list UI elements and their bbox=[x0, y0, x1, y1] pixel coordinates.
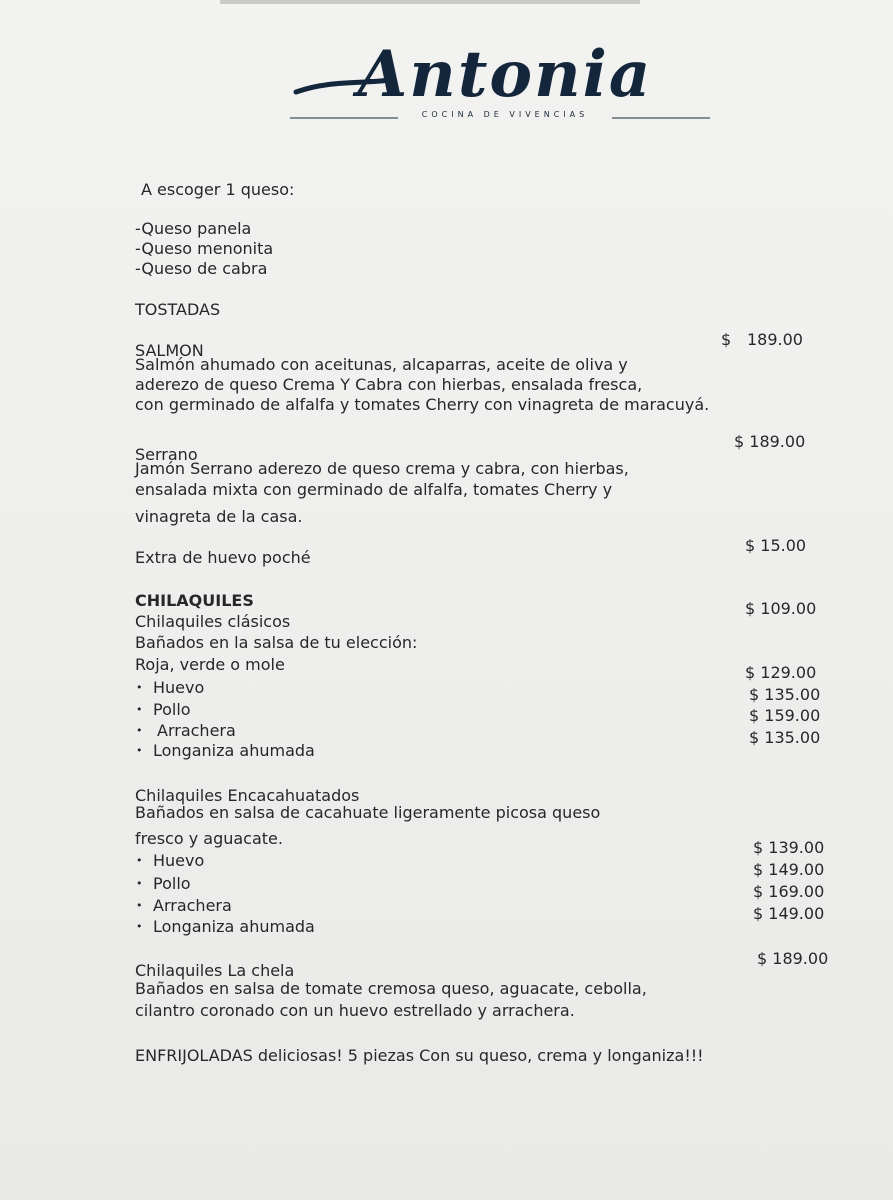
brand-tagline: COCINA DE VIVENCIAS bbox=[421, 110, 589, 119]
item-description: Bañados en la salsa de tu elección: bbox=[135, 633, 418, 652]
cheese-option: -Queso menonita bbox=[135, 239, 274, 258]
option-price: $ 135.00 bbox=[749, 728, 821, 747]
item-name-clasicos: Chilaquiles clásicos bbox=[135, 612, 291, 631]
price-salmon: 189.00 bbox=[747, 330, 803, 349]
option-name: Pollo bbox=[153, 700, 191, 719]
option-price: $ 129.00 bbox=[745, 663, 817, 682]
item-name-serrano: Serrano bbox=[135, 445, 198, 464]
option-name: Pollo bbox=[153, 874, 191, 893]
price-currency: $ bbox=[721, 330, 732, 349]
bullet-icon: • bbox=[136, 877, 143, 890]
item-name-encacahuatados: Chilaquiles Encacahuatados bbox=[135, 786, 360, 805]
price-serrano: $ 189.00 bbox=[734, 432, 806, 451]
option-name: Huevo bbox=[153, 851, 205, 870]
option-name: Longaniza ahumada bbox=[153, 917, 315, 936]
price-extra: $ 15.00 bbox=[745, 536, 807, 555]
option-name: Longaniza ahumada bbox=[153, 741, 315, 760]
item-name-extra: Extra de huevo poché bbox=[135, 548, 311, 567]
item-description: ensalada mixta con germinado de alfalfa, tomates Cherry y bbox=[135, 480, 613, 499]
bullet-icon: • bbox=[136, 681, 143, 694]
item-description: aderezo de queso Crema Y Cabra con hierbas, ensalada fresca, bbox=[135, 375, 643, 394]
bullet-icon: • bbox=[136, 703, 143, 716]
enfrijoladas-line: ENFRIJOLADAS deliciosas! 5 piezas Con su queso, crema y longaniza!!! bbox=[135, 1046, 704, 1065]
cheese-option: -Queso panela bbox=[135, 219, 252, 238]
bullet-icon: • bbox=[136, 899, 143, 912]
item-description: Bañados en salsa de cacahuate ligeramente picosa queso bbox=[135, 803, 601, 822]
option-price: $ 139.00 bbox=[753, 838, 825, 857]
item-description: vinagreta de la casa. bbox=[135, 507, 303, 526]
option-price: $ 149.00 bbox=[753, 860, 825, 879]
item-name-chela: Chilaquiles La chela bbox=[135, 961, 295, 980]
item-description: Roja, verde o mole bbox=[135, 655, 285, 674]
bullet-icon: • bbox=[136, 920, 143, 933]
bullet-icon: • bbox=[136, 744, 143, 757]
cheese-heading: A escoger 1 queso: bbox=[141, 180, 295, 199]
cheese-option: -Queso de cabra bbox=[135, 259, 268, 278]
item-description: Salmón ahumado con aceitunas, alcaparras, aceite de oliva y bbox=[135, 355, 628, 374]
section-heading-chilaquiles: CHILAQUILES bbox=[135, 591, 254, 610]
section-heading-tostadas: TOSTADAS bbox=[135, 300, 221, 319]
brand-logo bbox=[290, 37, 720, 130]
item-name-salmon: SALMON bbox=[135, 341, 204, 360]
item-description: con germinado de alfalfa y tomates Cherry con vinagreta de maracuyá. bbox=[135, 395, 710, 414]
brand-wordmark: Antonia bbox=[357, 37, 653, 112]
price-chela: $ 189.00 bbox=[757, 949, 829, 968]
option-price: $ 159.00 bbox=[749, 706, 821, 725]
option-name: Arrachera bbox=[157, 721, 236, 740]
price-clasicos: $ 109.00 bbox=[745, 599, 817, 618]
option-price: $ 169.00 bbox=[753, 882, 825, 901]
option-name: Huevo bbox=[153, 678, 205, 697]
option-name: Arrachera bbox=[153, 896, 232, 915]
bullet-icon: • bbox=[136, 854, 143, 867]
option-price: $ 149.00 bbox=[753, 904, 825, 923]
paper-edge bbox=[220, 0, 640, 4]
bullet-icon: • bbox=[136, 724, 143, 737]
item-description: cilantro coronado con un huevo estrellado y arrachera. bbox=[135, 1001, 575, 1020]
item-description: fresco y aguacate. bbox=[135, 829, 283, 848]
item-description: Bañados en salsa de tomate cremosa queso, aguacate, cebolla, bbox=[135, 979, 647, 998]
item-description: Jamón Serrano aderezo de queso crema y cabra, con hierbas, bbox=[135, 459, 629, 478]
option-price: $ 135.00 bbox=[749, 685, 821, 704]
